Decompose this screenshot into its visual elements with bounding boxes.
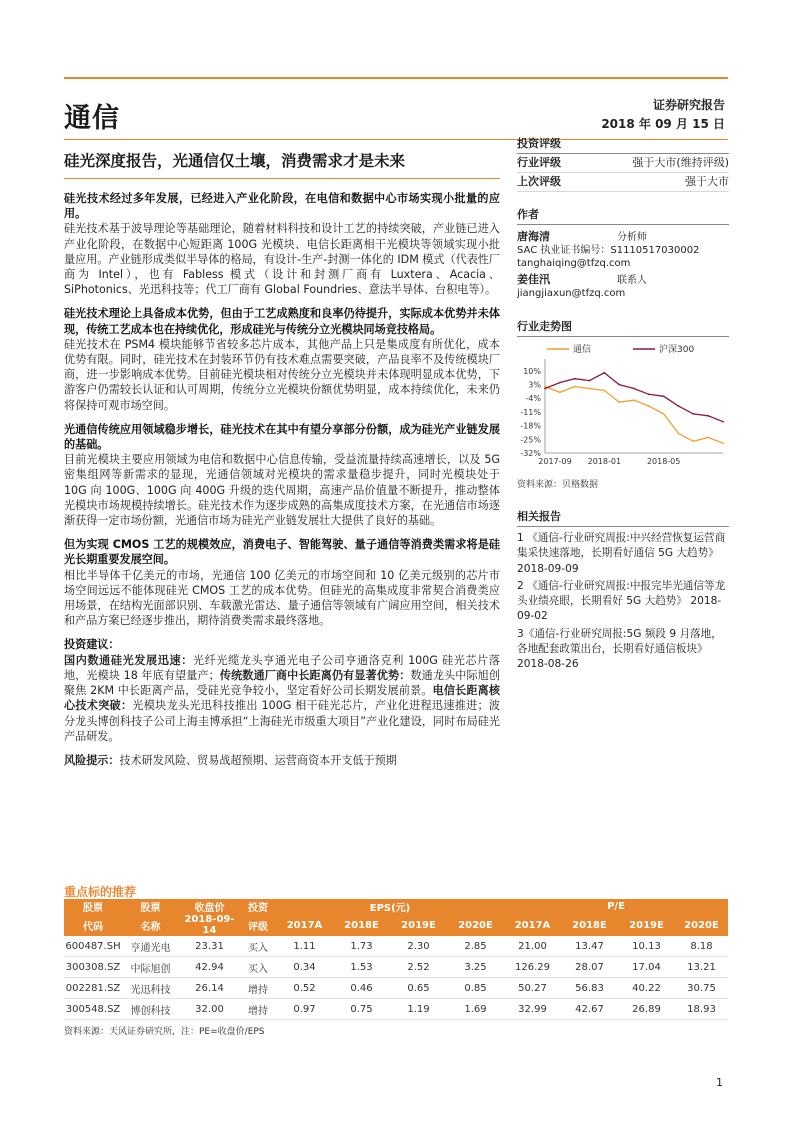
table-cell: 17.04: [618, 957, 675, 978]
header-top-rule: [64, 77, 728, 79]
risk-body: 技术研发风险、贸易战超预期、运营商资本开支低于预期: [119, 753, 397, 767]
rating-box: [517, 135, 729, 192]
rating-value-industry: 强于大市(维持评级): [632, 156, 729, 169]
author-2-role: 联系人: [617, 275, 647, 286]
col-header-rating: 投资: [240, 899, 276, 914]
section-2: [64, 306, 500, 412]
investment-point-3-text: 光模块龙头光迅科技推出 100G 相干硅光芯片，产业化进程迅速推进；波分龙头博创科技子公司上海圭博承担“上海硅光市级重大项目”产业化建设，同时布局硅光产品研发。: [64, 699, 500, 743]
data-point: [648, 405, 650, 407]
author-2-email[interactable]: jiangjiaxun@tfzq.com: [517, 288, 626, 299]
rating-label-previous: 上次评级: [517, 175, 561, 188]
table-cell: 0.75: [333, 999, 390, 1020]
table-cell: 1.19: [390, 999, 447, 1020]
section-3-body: 目前光模块主要应用领域为电信和数据中心信息传输，受益流量持续高速增长，以及 5G 密集组网等新需求的显现，光通信领域对光模块的需求量稳步提升，同时光模块处于 10G 向 100G、100G 向 400G 升级的迭代周期，高速产品价值量不断提升，推动整体光模块市场规模持续增长。硅光技术作为逐步成熟的高集成度技术方案，在光通信市场逐渐获得一定市场份额，光通信市场为硅光产业链发展壮大提供了良好的基础。: [64, 453, 500, 528]
data-point: [544, 386, 546, 388]
data-point: [618, 401, 620, 403]
author-box: [517, 206, 729, 300]
data-point: [544, 388, 546, 390]
col-subheader: 2019E: [618, 914, 675, 936]
rating-label-industry: 行业评级: [517, 156, 561, 169]
related-header: 相关报告: [517, 508, 729, 527]
table-cell: 亨通光电: [122, 936, 179, 957]
table-cell: 中际旭创: [122, 957, 179, 978]
table-cell: 1.53: [333, 957, 390, 978]
author-1-role: 分析师: [617, 232, 647, 243]
col-header-eps: EPS(元): [276, 899, 504, 914]
col-subheader: 2018E: [333, 914, 390, 936]
table-cell: 买入: [240, 936, 276, 957]
data-point: [722, 442, 724, 444]
y-tick-label: -32%: [520, 449, 541, 458]
table-cell: 13.47: [561, 936, 618, 957]
related-report-3[interactable]: 3《通信-行业研究周报:5G 频段 9 月落地，各地配套政策出台，长期看好通信板块》 2018-08-26: [517, 627, 722, 671]
col-header-code: 股票: [64, 899, 122, 914]
table-cell: 13.21: [675, 957, 728, 978]
section-3-heading: 光通信传统应用领域稳步增长，硅光技术在其中有望分享部分份额，成为硅光产业链发展的基础。: [64, 422, 500, 452]
report-date: 2018 年 09 月 15 日: [601, 117, 725, 131]
y-tick-label: -25%: [520, 435, 541, 445]
table-cell: 增持: [240, 978, 276, 999]
data-point: [559, 391, 561, 393]
table-cell: 28.07: [561, 957, 618, 978]
col-header-name: 股票: [122, 899, 179, 914]
author-1-email[interactable]: tanghaiqing@tfzq.com: [517, 258, 631, 269]
data-point: [574, 386, 576, 388]
table-cell: 42.67: [561, 999, 618, 1020]
table-cell: 2.30: [390, 936, 447, 957]
legend-label-1: 沪深300: [659, 345, 695, 355]
x-tick-label: 2018-01: [587, 457, 622, 466]
data-point: [633, 399, 635, 401]
table-cell: 8.18: [675, 936, 728, 957]
table-cell: 增持: [240, 999, 276, 1020]
data-point: [603, 390, 605, 392]
data-point: [707, 415, 709, 417]
table-cell: 博创科技: [122, 999, 179, 1020]
author-header: 作者: [517, 206, 729, 225]
table-cell: 3.25: [447, 957, 504, 978]
investment-point-2-bold: 传统数通厂商中长距离仍有显著优势：: [219, 668, 411, 682]
y-tick-label: 3%: [528, 380, 541, 390]
table-cell: 300308.SZ: [64, 957, 122, 978]
series-line-1: [545, 373, 723, 422]
table-cell: 32.99: [504, 999, 561, 1020]
data-point: [722, 421, 724, 423]
data-point: [707, 436, 709, 438]
col-subheader: 2017A: [504, 914, 561, 936]
trend-chart-box: [517, 318, 729, 490]
col-subheader: 2017A: [276, 914, 333, 936]
title-rule: [64, 178, 500, 179]
report-title: 硅光深度报告，光通信仅土壤，消费需求才是未来: [64, 152, 406, 170]
table-cell: 18.93: [675, 999, 728, 1020]
table-cell: 0.65: [390, 978, 447, 999]
section-2-heading: 硅光技术理论上具备成本优势，但由于工艺成熟度和良率仍待提升，实际成本优势并未体现，传统工艺成本也在持续优化，形成硅光与传统分立光模块同场竞技格局。: [64, 307, 500, 336]
section-4-heading: 但为实现 CMOS 工艺的规模效应，消费电子、智能驾驶、量子通信等消费类需求将是硅光长期重要发展空间。: [64, 538, 500, 567]
table-cell: 002281.SZ: [64, 978, 122, 999]
col-subheader: 名称: [122, 914, 179, 936]
section-4: [64, 537, 500, 628]
table-row: [64, 936, 728, 957]
table-cell: 0.34: [276, 957, 333, 978]
col-subheader: 2020E: [675, 914, 728, 936]
investment-point-2-text: 数通龙头中际旭创聚焦 2KM 中长距离产品，受硅光竞争较小，坚定看好公司长期发展前景。: [64, 668, 500, 698]
data-point: [574, 378, 576, 380]
stock-table-title: 重点标的推荐: [64, 885, 137, 899]
table-cell: 0.46: [333, 978, 390, 999]
data-point: [633, 388, 635, 390]
table-cell: 2.85: [447, 936, 504, 957]
table-note: 资料来源：天风证券研究所，注：PE=收盘价/EPS: [64, 1027, 265, 1037]
author-2: [517, 273, 729, 300]
x-tick-label: 2017-09: [538, 457, 572, 466]
investment-point-1-text: 光纤光缆龙头亨通光电子公司亨通洛克利 100G 硅光芯片落地，光模块 18 年底有望量产；: [64, 653, 500, 682]
data-point: [589, 380, 591, 382]
related-list: [517, 531, 729, 673]
table-cell: 126.29: [504, 957, 561, 978]
trend-chart-source: 资料来源：贝格数据: [517, 480, 599, 490]
report-type: 证券研究报告: [652, 98, 725, 112]
legend-label-0: 通信: [573, 345, 592, 355]
table-cell: 56.83: [561, 978, 618, 999]
author-1-name: 唐海清: [517, 230, 550, 243]
trend-chart: [517, 341, 729, 473]
table-cell: 2.52: [390, 957, 447, 978]
table-cell: 0.52: [276, 978, 333, 999]
y-tick-label: -4%: [525, 394, 541, 404]
col-header-price: 收盘价: [179, 899, 240, 914]
main-body: [64, 191, 500, 777]
col-subheader: 2018E: [561, 914, 618, 936]
data-point: [648, 393, 650, 395]
table-cell: 42.94: [179, 957, 240, 978]
table-cell: 1.69: [447, 999, 504, 1020]
investment-point-3-bold: 电信长距离核心技术突破：: [64, 684, 500, 713]
col-subheader: 代码: [64, 914, 122, 936]
investment-point-1-bold: 国内数通硅光发展迅速：: [64, 653, 193, 667]
stock-table: [64, 899, 728, 1020]
table-row: [64, 978, 728, 999]
data-point: [559, 382, 561, 384]
trend-chart-header: 行业走势图: [517, 318, 729, 337]
section-1-body: 硅光技术基于波导理论等基础理论，随着材料科技和设计工艺的持续突破，产业链已进入产业化阶段，在数据中心短距离 100G 光模块、电信长距离相干光模块等领域实现小批量应用。产业链形成类似半导体的格局，有设计-生产-封测一体化的 IDM 模式（代表性厂商为 Intel），也有 Fabless 模式（设计和封测厂商有 Luxtera、Acacia、SiPhotonics、光迅科技等；代工厂商有 Global Foundries、意法半导体、台积电等）。: [64, 222, 500, 297]
risk-warning: [64, 753, 500, 768]
rating-header: 投资评级: [517, 135, 729, 154]
table-header-row-2: [64, 914, 728, 936]
table-cell: 600487.SH: [64, 936, 122, 957]
data-point: [603, 372, 605, 374]
page-number: 1: [716, 1076, 723, 1089]
col-header-pe: P/E: [504, 899, 728, 914]
col-subheader: 2018-09-14: [179, 914, 240, 936]
col-subheader: 2020E: [447, 914, 504, 936]
table-cell: 40.22: [618, 978, 675, 999]
data-point: [692, 440, 694, 442]
y-tick-label: -18%: [520, 421, 541, 431]
author-1: [517, 230, 729, 270]
section-4-body: 相比半导体千亿美元的市场，光通信 100 亿美元的市场空间和 10 亿美元级别的芯片市场空间远远不能体现硅光 CMOS 工艺的成本优势。但硅光的高集成度非常契合消费类应用场景，在结构光面部识别、车载激光雷达、量子通信等领域有广阔应用空间，相关技术和产品方案已经逐步推出，期待消费类需求最终落地。: [64, 568, 500, 628]
table-cell: 50.27: [504, 978, 561, 999]
rating-row-previous: [517, 173, 729, 192]
rating-value-previous: 强于大市: [685, 175, 729, 188]
table-cell: 26.14: [179, 978, 240, 999]
related-reports: [517, 508, 729, 673]
sector-title: 通信: [64, 103, 120, 134]
table-cell: 26.89: [618, 999, 675, 1020]
rating-row-industry: [517, 154, 729, 173]
table-cell: 21.00: [504, 936, 561, 957]
author-1-cert: SAC 执业证书编号：S1110517030002: [517, 245, 700, 256]
data-point: [678, 433, 680, 435]
investment-body: [64, 653, 500, 744]
table-body: [64, 936, 728, 1020]
data-point: [589, 388, 591, 390]
related-report-1[interactable]: 1 《通信-行业研究周报:中兴经营恢复运营商集采快速落地，长期看好通信 5G 大趋势》 2018-09-09: [517, 532, 726, 575]
investment-heading: 投资建议：: [64, 638, 120, 652]
table-row: [64, 957, 728, 978]
section-3: [64, 422, 500, 528]
table-cell: 10.13: [618, 936, 675, 957]
table-cell: 32.00: [179, 999, 240, 1020]
risk-heading: 风险提示：: [64, 753, 120, 767]
data-point: [663, 395, 665, 397]
data-point: [678, 405, 680, 407]
table-cell: 买入: [240, 957, 276, 978]
table-cell: 1.11: [276, 936, 333, 957]
section-1: [64, 191, 500, 297]
x-tick-label: 2018-05: [646, 457, 681, 466]
related-report-2[interactable]: 2 《通信-行业研究周报:中报完毕光通信等龙头业绩亮眼，长期看好 5G 大趋势》 2018-09-02: [517, 579, 726, 623]
data-point: [618, 384, 620, 386]
col-subheader: 评级: [240, 914, 276, 936]
col-subheader: 2019E: [390, 914, 447, 936]
section-2-body: 硅光技术在 PSM4 模块能够节省较多芯片成本，其他产品上只是集成度有所优化，成本优势有限。同时，硅光技术在封装环节仍有技术难点需要突破，产品良率不及传统模块厂商，进一步影响成本优势。目前硅光模块相对传统分立光模块并未体现明显成本优势，下游客户仍需较长认证和认可周期，传统分立光模块份额优势明显，成本持续优化，未来仍将保持可观市场空间。: [64, 337, 500, 412]
table-cell: 23.31: [179, 936, 240, 957]
data-point: [692, 413, 694, 415]
table-cell: 30.75: [675, 978, 728, 999]
table-cell: 光迅科技: [122, 978, 179, 999]
investment-advice: [64, 637, 500, 743]
table-cell: 1.73: [333, 936, 390, 957]
section-1-heading: 硅光技术经过多年发展，已经进入产业化阶段，在电信和数据中心市场实现小批量的应用。: [64, 192, 500, 221]
y-tick-label: 10%: [523, 366, 541, 376]
table-row: [64, 999, 728, 1020]
table-cell: 0.97: [276, 999, 333, 1020]
table-cell: 0.85: [447, 978, 504, 999]
table-cell: 300548.SZ: [64, 999, 122, 1020]
table-header-row-1: [64, 899, 728, 914]
y-tick-label: -11%: [520, 407, 541, 417]
data-point: [663, 413, 665, 415]
author-2-name: 姜佳汛: [517, 273, 550, 286]
risk-text: [64, 753, 500, 768]
